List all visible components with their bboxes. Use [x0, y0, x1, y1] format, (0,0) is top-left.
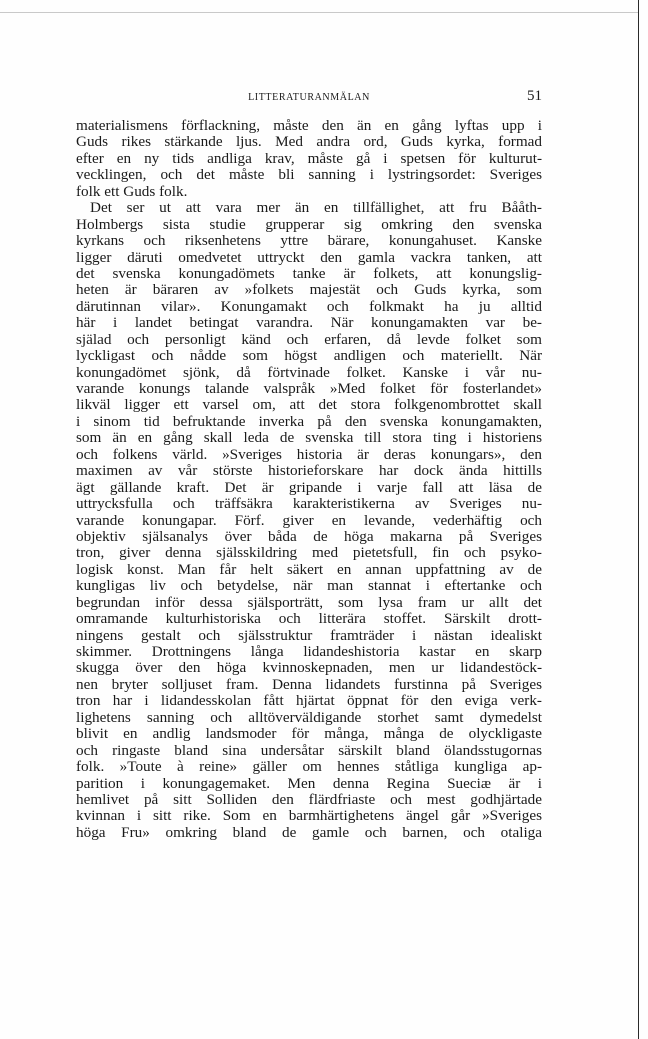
text-line: därutinnan vilar». Konungamakt och folkmakt ha ju alltid — [76, 298, 542, 315]
text-line: nen bryter solljuset fram. Denna lidandets furstinna på Sveriges — [76, 676, 542, 693]
text-line: folk ett Guds folk. — [76, 183, 188, 200]
text-line: omramande kulturhistoriska och litterära stoffet. Särskilt drott- — [76, 611, 542, 628]
page-edge-right — [638, 0, 639, 1039]
text-line: begrundan inför dessa själsporträtt, som lysa fram ur allt det — [76, 594, 542, 611]
text-line: folk. »Toute à reine» gäller om hennes ståtliga kungliga ap- — [76, 759, 542, 776]
text-line: det svenska konungadömets tanke är folkets, att konungslig- — [76, 265, 542, 282]
text-line: objektiv själsanalys över båda de höga makarna på Sveriges — [76, 528, 542, 545]
text-line: varande konungapar. Förf. giver en levande, vederhäftig och — [76, 512, 542, 529]
text-line: efter en ny tids andliga krav, måste gå i spetsen för kulturut- — [76, 150, 542, 167]
text-line: tron, giver denna själsskildring med pietetsfull, fin och psyko- — [76, 545, 542, 562]
text-line: lighetens sanning och alltöverväldigande storhet samt dymedelst — [76, 709, 542, 726]
text-line: Holmbergs sista studie grupperar sig omkring den svenska — [76, 216, 542, 233]
text-line: som än en gång skall leda de svenska till stora ting i historiens — [76, 430, 542, 447]
text-line: parition i konungagemaket. Men denna Regina Sueciæ är i — [76, 775, 542, 792]
text-line: Det ser ut att vara mer än en tillfällighet, att fru Bååth- — [90, 200, 542, 217]
text-line: hemlivet på sitt Solliden den flärdfriaste och mest godhjärtade — [76, 791, 542, 808]
text-line: ligger däruti omedvetet uttryckt den gamla vackra tanken, att — [76, 249, 542, 266]
page-edge-top — [0, 12, 639, 13]
text-line: blivit en andlig landsmoder för många, många de olyckligaste — [76, 726, 542, 743]
text-line: konungadömet sjönk, då förtvinade folket. Kanske i vår nu- — [76, 364, 542, 381]
text-line: skimmer. Drottningens långa lidandeshistoria kastar en skarp — [76, 644, 542, 660]
text-line: likväl ligger ett varsel om, att det stora folkgenombrottet skall — [76, 397, 542, 414]
text-line: vecklingen, och det måste bli sanning i lystringsordet: Sveriges — [76, 167, 542, 184]
text-line: här i landet betingat varandra. När konungamakten var be- — [76, 315, 542, 332]
text-line: kungligas liv och betydelse, när man stannat i eftertanke och — [76, 578, 542, 595]
text-line: själad och personligt känd och erfaren, då levde folket som — [76, 331, 542, 348]
text-line: materialismens förflackning, måste den än en gång lyftas upp i — [76, 118, 542, 134]
text-line: ägt gällande kraft. Det är gripande i varje fall att läsa de — [76, 479, 542, 496]
body-text — [76, 118, 542, 841]
page-header — [76, 88, 542, 108]
text-line: logisk konst. Man får helt säkert en annan uppfattning av de — [76, 561, 542, 578]
text-line: tron har i lidandesskolan fått hjärtat öppnat för den eviga verk- — [76, 693, 542, 710]
text-line: ningens gestalt och själsstruktur framträder i nästan idealiskt — [76, 627, 542, 644]
text-line: uttrycksfulla och träffsäkra karakteristikerna av Sveriges nu- — [76, 496, 542, 513]
text-line: kvinnan i sitt rike. Som en barmhärtighetens ängel går »Sveriges — [76, 808, 542, 825]
text-line: och ringaste bland sina undersåtar särskilt bland ölandsstugornas — [76, 742, 542, 759]
page-number: 51 — [527, 88, 542, 104]
text-line: varande konungs talande valspråk »Med folket för fosterlandet» — [76, 381, 542, 397]
text-line: höga Fru» omkring bland de gamle och barnen, och otaliga — [76, 824, 542, 841]
text-line: och folkens värld. »Sveriges historia är deras konungars», den — [76, 446, 542, 463]
text-line: i sinom tid befruktande inverka på den svenska konungamakten, — [76, 413, 542, 430]
text-line: maximen av vår störste historieforskare har dock ända hittills — [76, 463, 542, 480]
text-line: Guds rikes stärkande ljus. Med andra ord, Guds kyrka, formad — [76, 134, 542, 151]
text-line: lyckligast och nådde som högst andligen och materiellt. När — [76, 348, 542, 365]
running-title: LITTERATURANMÄLAN — [248, 92, 370, 103]
text-line: heten är bäraren av »folkets majestät och Guds kyrka, som — [76, 282, 542, 299]
text-line: skugga över den höga kvinnoskepnaden, men ur lidandestöck- — [76, 660, 542, 677]
text-line: kyrkans och riksenhetens yttre bärare, konungahuset. Kanske — [76, 233, 542, 250]
